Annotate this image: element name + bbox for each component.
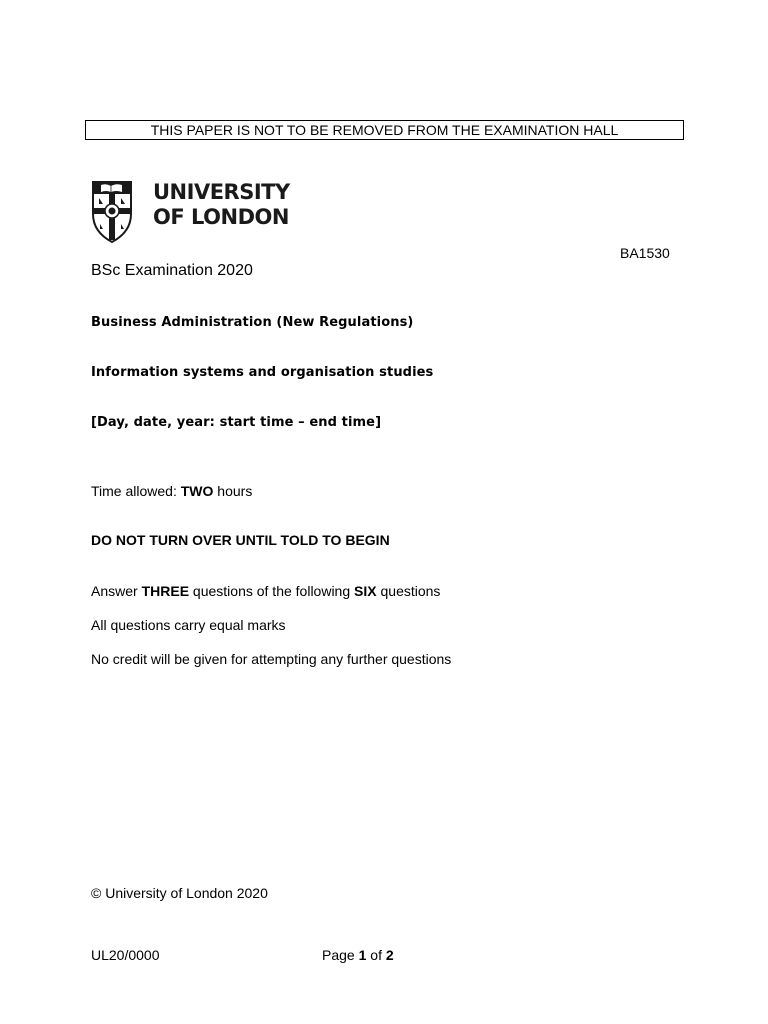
- answer-instruction: [91, 583, 440, 599]
- time-allowed-suffix: hours: [213, 483, 253, 499]
- answer-middle: questions of the following: [189, 583, 355, 599]
- page-current: 1: [358, 947, 367, 963]
- paper-code: BA1530: [620, 245, 670, 261]
- course-title: Information systems and organisation studies: [91, 365, 434, 380]
- logo-line-1: UNIVERSITY: [153, 180, 290, 204]
- subject-title: Business Administration (New Regulations): [91, 315, 414, 330]
- time-allowed: [91, 483, 252, 499]
- page-number: [322, 947, 394, 963]
- copyright-notice: © University of London 2020: [91, 885, 268, 901]
- answer-total: SIX: [354, 583, 377, 599]
- page-prefix: Page: [322, 947, 359, 963]
- logo-line-2: OF LONDON: [153, 205, 289, 229]
- page-middle: of: [366, 947, 386, 963]
- removal-notice: THIS PAPER IS NOT TO BE REMOVED FROM THE EXAMINATION HALL: [85, 120, 684, 140]
- page-total: 2: [385, 947, 394, 963]
- university-logo: [91, 180, 301, 246]
- university-crest-icon: [91, 180, 133, 244]
- answer-prefix: Answer: [91, 583, 142, 599]
- time-allowed-prefix: Time allowed:: [91, 483, 181, 499]
- no-credit-note: No credit will be given for attempting any further questions: [91, 651, 452, 667]
- exam-datetime: [Day, date, year: start time – end time]: [91, 415, 382, 430]
- do-not-turn-warning: DO NOT TURN OVER UNTIL TOLD TO BEGIN: [91, 532, 390, 548]
- university-logo-wordmark: [153, 180, 290, 230]
- answer-suffix: questions: [376, 583, 441, 599]
- equal-marks-note: All questions carry equal marks: [91, 617, 286, 633]
- footer-code: UL20/0000: [91, 947, 160, 963]
- exam-title: BSc Examination 2020: [91, 262, 253, 279]
- answer-count: THREE: [141, 583, 190, 599]
- time-allowed-value: TWO: [180, 483, 214, 499]
